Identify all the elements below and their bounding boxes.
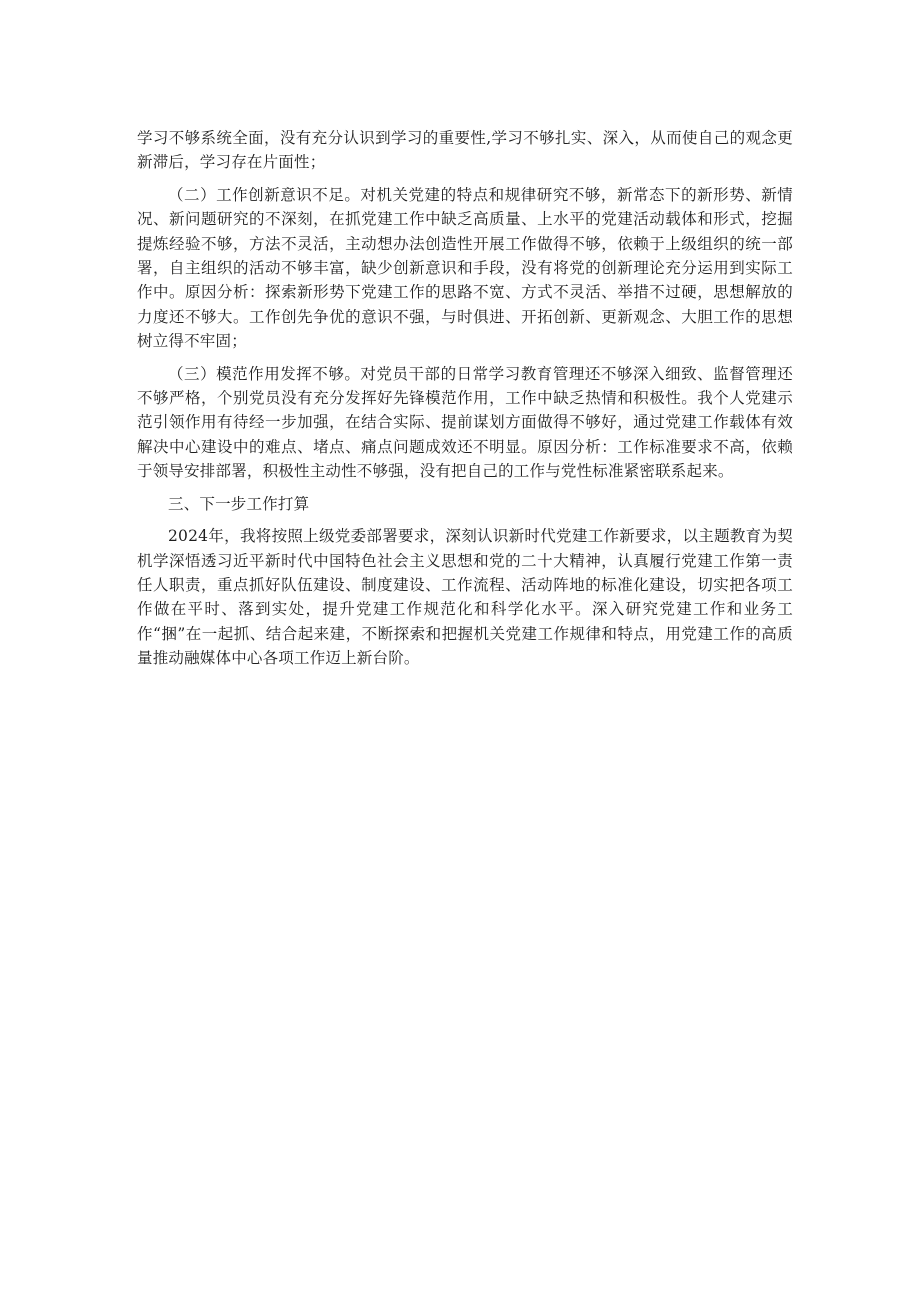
paragraph-work-plan: 2024年，我将按照上级党委部署要求，深刻认识新时代党建工作新要求，以主题教育为契机学深悟透习近平新时代中国特色社会主义思想和党的二十大精神，认真履行党建工作第一责任人职责，重点抓好队伍建设、制度建设、工作流程、活动阵地的标准化建设，切实把各项工作做在平时、落到实处，提升党建工作规范化和科学化水平。深入研究党建工作和业务工作“捆”在一起抓、结合起来建，不断探索和把握机关党建工作规律和特点，用党建工作的高质量推动融媒体中心各项工作迈上新台阶。	[137, 527, 793, 668]
document-body	[137, 126, 793, 679]
paragraph-continuation: 学习不够系统全面，没有充分认识到学习的重要性,学习不够扎实、深入，从而使自己的观念更新滞后，学习存在片面性；	[137, 129, 793, 172]
paragraph-innovation-awareness: （二）工作创新意识不足。对机关党建的特点和规律研究不够，新常态下的新形势、新情况、新问题研究的不深刻，在抓党建工作中缺乏高质量、上水平的党建活动载体和形式，挖掘提炼经验不够，方法不灵活，主动想办法创造性开展工作做得不够，依赖于上级组织的统一部署，自主组织的活动不够丰富，缺少创新意识和手段，没有将党的创新理论充分运用到实际工作中。原因分析：探索新形势下党建工作的思路不宽、方式不灵活、举措不过硬，思想解放的力度还不够大。工作创先争优的意识不强，与时俱进、开拓创新、更新观念、大胆工作的思想树立得不牢固；	[137, 185, 793, 351]
paragraph-exemplary-role: （三）模范作用发挥不够。对党员干部的日常学习教育管理还不够深入细致、监督管理还不够严格，个别党员没有充分发挥好先锋模范作用，工作中缺乏热情和积极性。我个人党建示范引领作用有待经一步加强，在结合实际、提前谋划方面做得不够好，通过党建工作载体有效解决中心建设中的难点、堵点、痛点问题成效还不明显。原因分析：工作标准要求不高，依赖于领导安排部署，积极性主动性不够强，没有把自己的工作与党性标准紧密联系起来。	[137, 364, 793, 481]
section-heading-next-steps: 三、下一步工作打算	[168, 494, 310, 513]
